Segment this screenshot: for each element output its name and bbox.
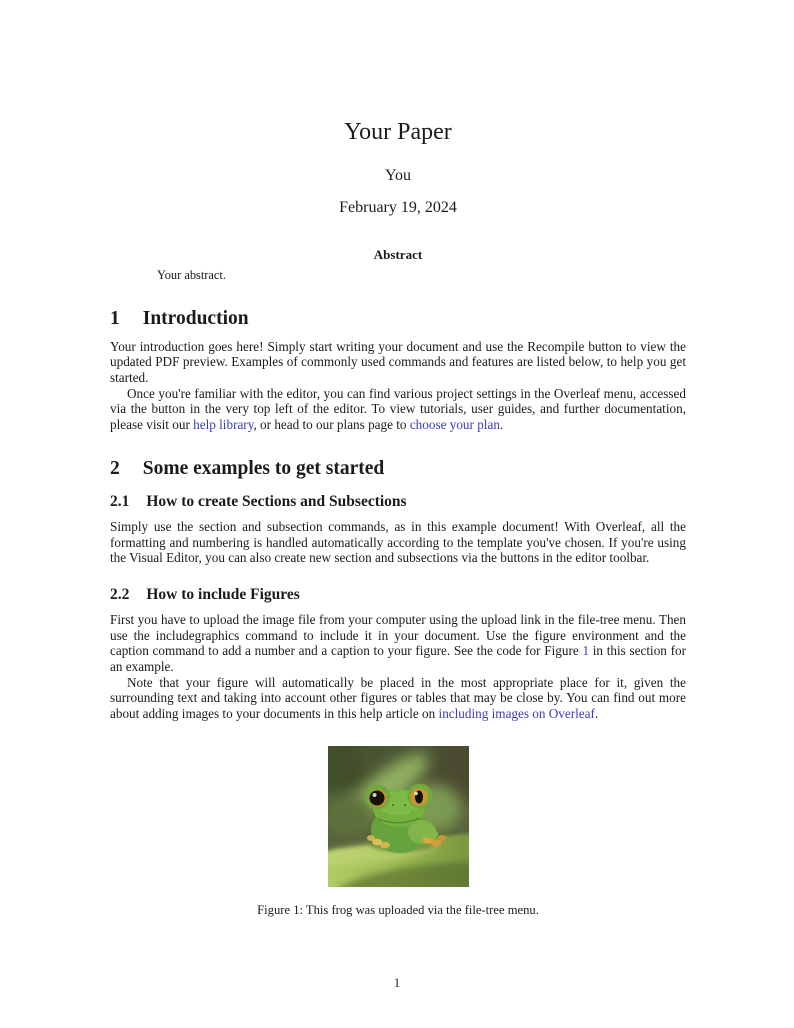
- text-run: in this section for an example.: [110, 643, 686, 675]
- section-1-heading: [110, 308, 686, 330]
- abstract-heading: Abstract: [373, 247, 423, 263]
- text-run: , or head to our plans page to: [253, 417, 410, 433]
- figure-1-reference-link[interactable]: 1: [582, 643, 590, 659]
- section-2-heading: [110, 458, 686, 480]
- including-images-on-overleaf-link[interactable]: including images on Overleaf: [438, 706, 595, 722]
- intro-paragraph-1: Your introduction goes here! Simply start writing your document and use the Recompile button to view the updated PDF preview. Examples of commonly used commands and features are listed below, to help you get started.: [110, 338, 686, 385]
- intro-paragraph-2: [110, 386, 686, 433]
- text-run: Note that your figure will automatically be placed in the most appropriate place for it, given the surrounding text and taking into account other figures or tables that may be close by. You can find out more about adding images to your documents in this help article on: [110, 674, 686, 722]
- figure-1-caption: Figure 1: This frog was uploaded via the file-tree menu.: [257, 902, 539, 917]
- text-run: First you have to upload the image file from your computer using the upload link in the file-tree menu. Then use the includegraphics command to include it in your document. Use the figure environment and the caption command to add a number and a caption to your figure. See the code for Figure: [110, 611, 686, 659]
- section-1-title: Introduction: [142, 308, 249, 330]
- text-run: .: [499, 417, 504, 433]
- text-run: Once you're familiar with the editor, you can find various project settings in the Overleaf menu, accessed via the button in the very top left of the editor. To view tutorials, user guides, and further documentation, please visit our: [110, 385, 686, 433]
- subsection-2-1-number: 2.1: [110, 493, 130, 511]
- choose-your-plan-link[interactable]: choose your plan: [409, 417, 500, 433]
- help-library-link[interactable]: help library: [193, 417, 254, 433]
- section-1-number: 1: [110, 308, 120, 330]
- section-2-title: Some examples to get started: [142, 457, 385, 479]
- subsection-2-1-paragraph: Simply use the section and subsection commands, as in this example document! With Overleaf, all the formatting and numbering is handled automatically according to the template you've chosen. If you're using the Visual Editor, you can also create new section and subsections via the buttons in the editor toolbar.: [110, 518, 686, 566]
- figures-paragraph-1: [110, 612, 686, 675]
- frog-photo: [328, 746, 469, 887]
- subsection-2-2-heading: [110, 586, 686, 604]
- subsection-2-2-title: How to include Figures: [146, 586, 300, 604]
- page-content: [110, 0, 686, 918]
- text-run: .: [594, 706, 599, 722]
- figure-1: [110, 746, 686, 918]
- paper-title: Your Paper: [344, 119, 452, 145]
- subsection-2-2-number: 2.2: [110, 586, 130, 604]
- paper-author: You: [385, 166, 411, 184]
- figures-paragraph-2: [110, 675, 686, 722]
- subsection-2-1-heading: [110, 493, 686, 511]
- subsection-2-1-title: How to create Sections and Subsections: [146, 493, 407, 511]
- section-2-number: 2: [110, 457, 120, 479]
- paper-date: February 19, 2024: [339, 198, 457, 216]
- abstract-text: Your abstract.: [157, 268, 226, 283]
- page-number: 1: [393, 975, 401, 990]
